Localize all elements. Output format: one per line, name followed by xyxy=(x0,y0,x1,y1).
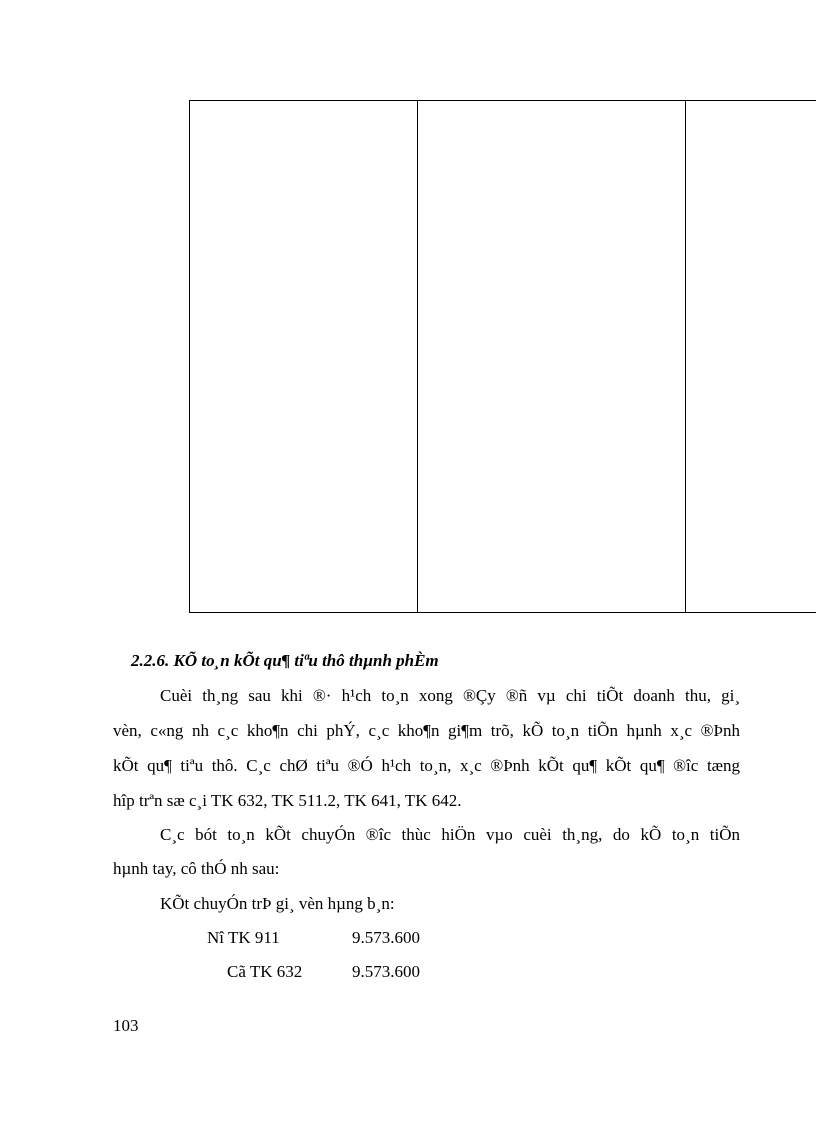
paragraph-line: Cuèi th¸ng sau khi ®· h¹ch to¸n xong ®Çy ®ñ vµ chi tiÕt doanh thu, gi¸ xyxy=(160,686,740,705)
credit-amount: 9.573.600 xyxy=(352,962,420,981)
paragraph-line: kÕt qu¶ tiªu thô. C¸c chØ tiªu ®Ó h¹ch to¸n, x¸c ®Þnh kÕt qu¶ kÕt qu¶ ®îc tæng xyxy=(113,756,740,775)
paragraph-line: hµnh tay, cô thÓ nh sau: xyxy=(113,859,280,878)
section-heading: 2.2.6. KÕ to¸n kÕt qu¶ tiªu thô thµnh phÈm xyxy=(131,651,439,670)
table-frame xyxy=(189,100,816,613)
debit-amount: 9.573.600 xyxy=(352,928,420,947)
credit-account: Cã TK 632 xyxy=(227,962,303,981)
entry-intro: KÕt chuyÓn trÞ gi¸ vèn hµng b¸n: xyxy=(160,894,395,913)
table-column-divider xyxy=(417,101,418,612)
paragraph-line: vèn, c«ng nh c¸c kho¶n chi phÝ, c¸c kho¶n gi¶m trõ, kÕ to¸n tiÕn hµnh x¸c ®Þnh xyxy=(113,721,740,740)
debit-account: Nî TK 911 xyxy=(207,928,280,947)
page-number: 103 xyxy=(113,1016,139,1035)
paragraph-line: hîp trªn sæ c¸i TK 632, TK 511.2, TK 641, TK 642. xyxy=(113,791,462,810)
table-column-divider xyxy=(685,101,686,612)
paragraph-line: C¸c bót to¸n kÕt chuyÓn ®îc thùc hiÖn vµo cuèi th¸ng, do kÕ to¸n tiÕn xyxy=(160,825,740,844)
